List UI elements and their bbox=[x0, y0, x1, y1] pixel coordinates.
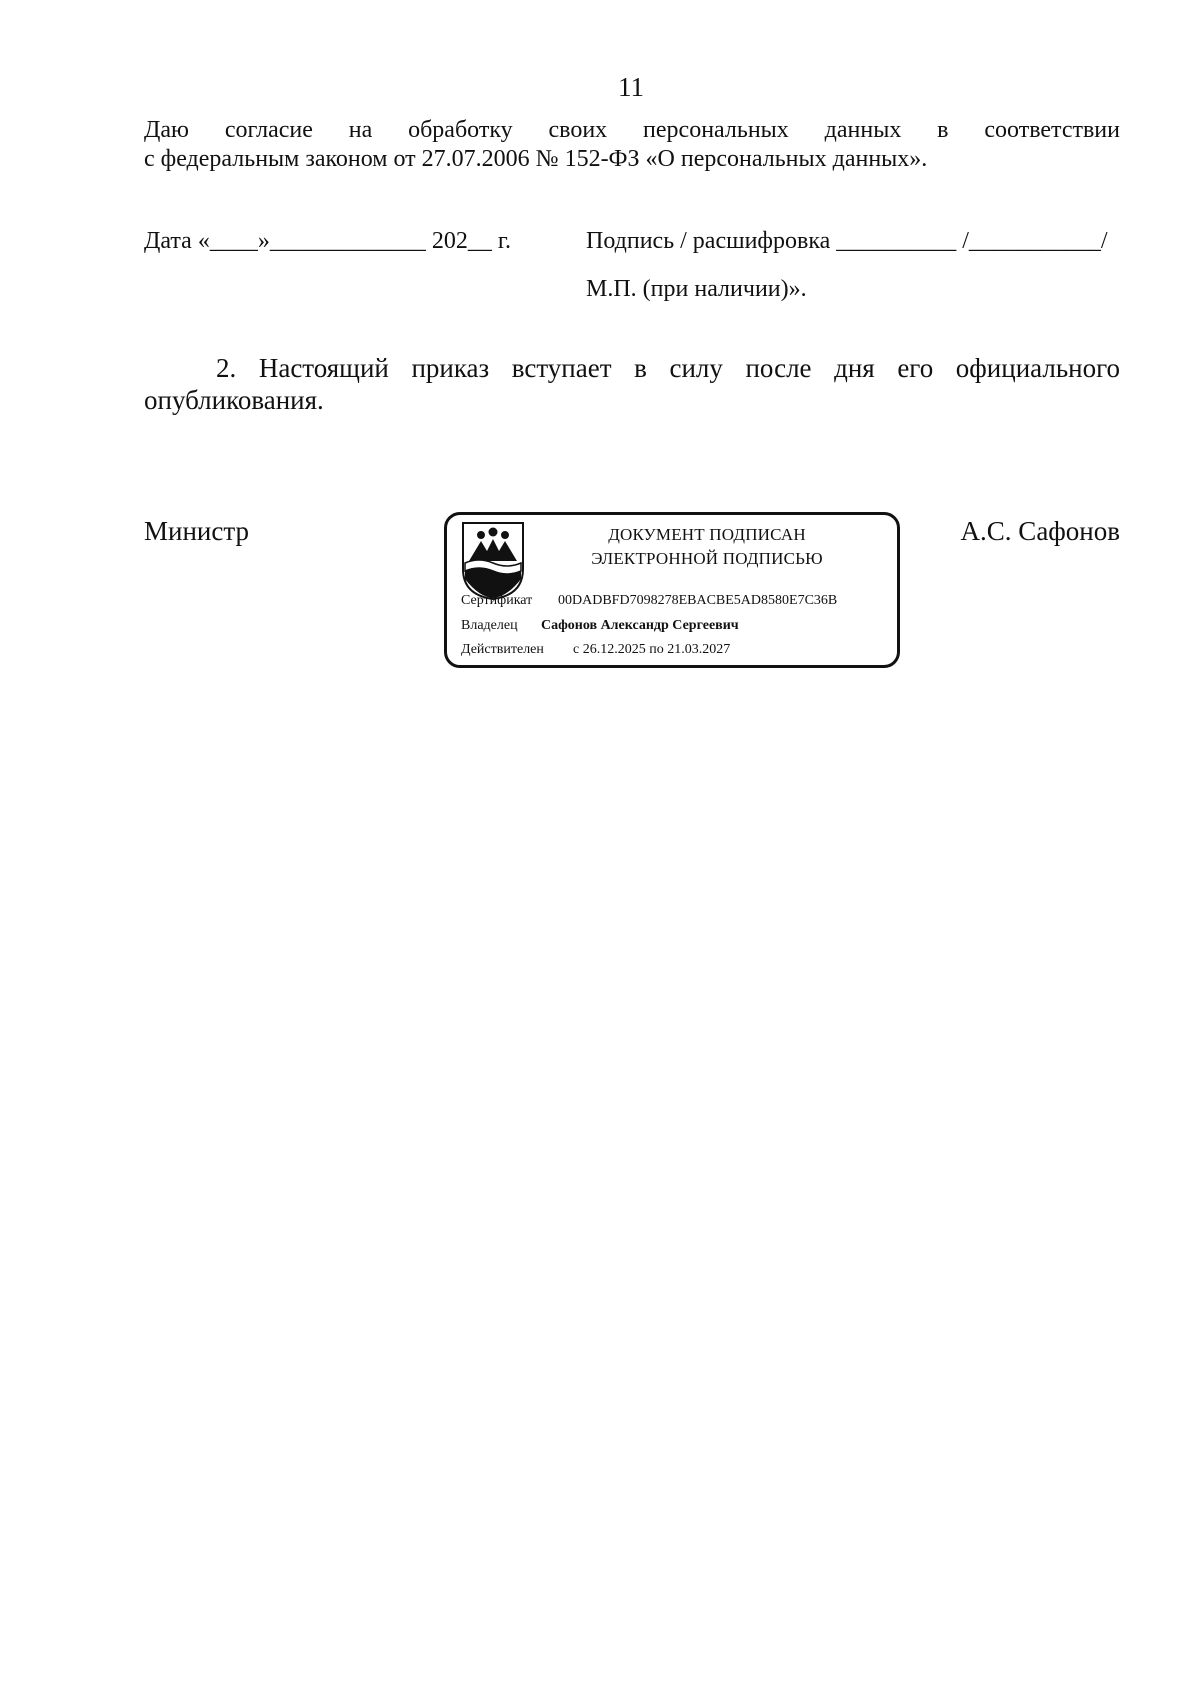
validity-value: с 26.12.2025 по 21.03.2027 bbox=[573, 642, 731, 657]
stamp-title-line-2: ЭЛЕКТРОННОЙ ПОДПИСЬЮ bbox=[591, 549, 823, 568]
order-paragraph-2 bbox=[144, 352, 1120, 416]
electronic-signature-stamp bbox=[444, 512, 900, 668]
consent-text bbox=[144, 116, 1120, 174]
date-field-line: Дата «____»_____________ 202__ г. bbox=[144, 228, 511, 254]
owner-value: Сафонов Александр Сергеевич bbox=[541, 618, 739, 633]
paragraph-2-line-2: опубликования. bbox=[144, 385, 324, 415]
stamp-place-note: М.П. (при наличии)». bbox=[586, 276, 807, 302]
certificate-row bbox=[461, 593, 837, 609]
certificate-value: 00DADBFD7098278EBACBE5AD8580E7C36B bbox=[558, 593, 838, 608]
coat-of-arms-icon bbox=[461, 521, 525, 601]
paragraph-2-line-1: 2. Настоящий приказ вступает в силу после дня его официального bbox=[216, 353, 1120, 383]
signer-name: А.С. Сафонов bbox=[960, 516, 1120, 546]
owner-label: Владелец bbox=[461, 618, 518, 633]
stamp-title-line-1: ДОКУМЕНТ ПОДПИСАН bbox=[608, 525, 806, 544]
consent-line-2: с федеральным законом от 27.07.2006 № 152-ФЗ «О персональных данных». bbox=[144, 146, 928, 172]
position-title: Министр bbox=[144, 516, 249, 546]
page-number: 11 bbox=[618, 72, 644, 102]
validity-row bbox=[461, 642, 730, 658]
consent-line-1: Даю согласие на обработку своих персональных данных в соответствии bbox=[144, 117, 1120, 143]
signature-field-line: Подпись / расшифровка __________ /___________/ bbox=[586, 228, 1108, 254]
validity-label: Действителен bbox=[461, 642, 544, 657]
owner-row bbox=[461, 618, 739, 634]
certificate-label: Сертификат bbox=[461, 593, 533, 608]
